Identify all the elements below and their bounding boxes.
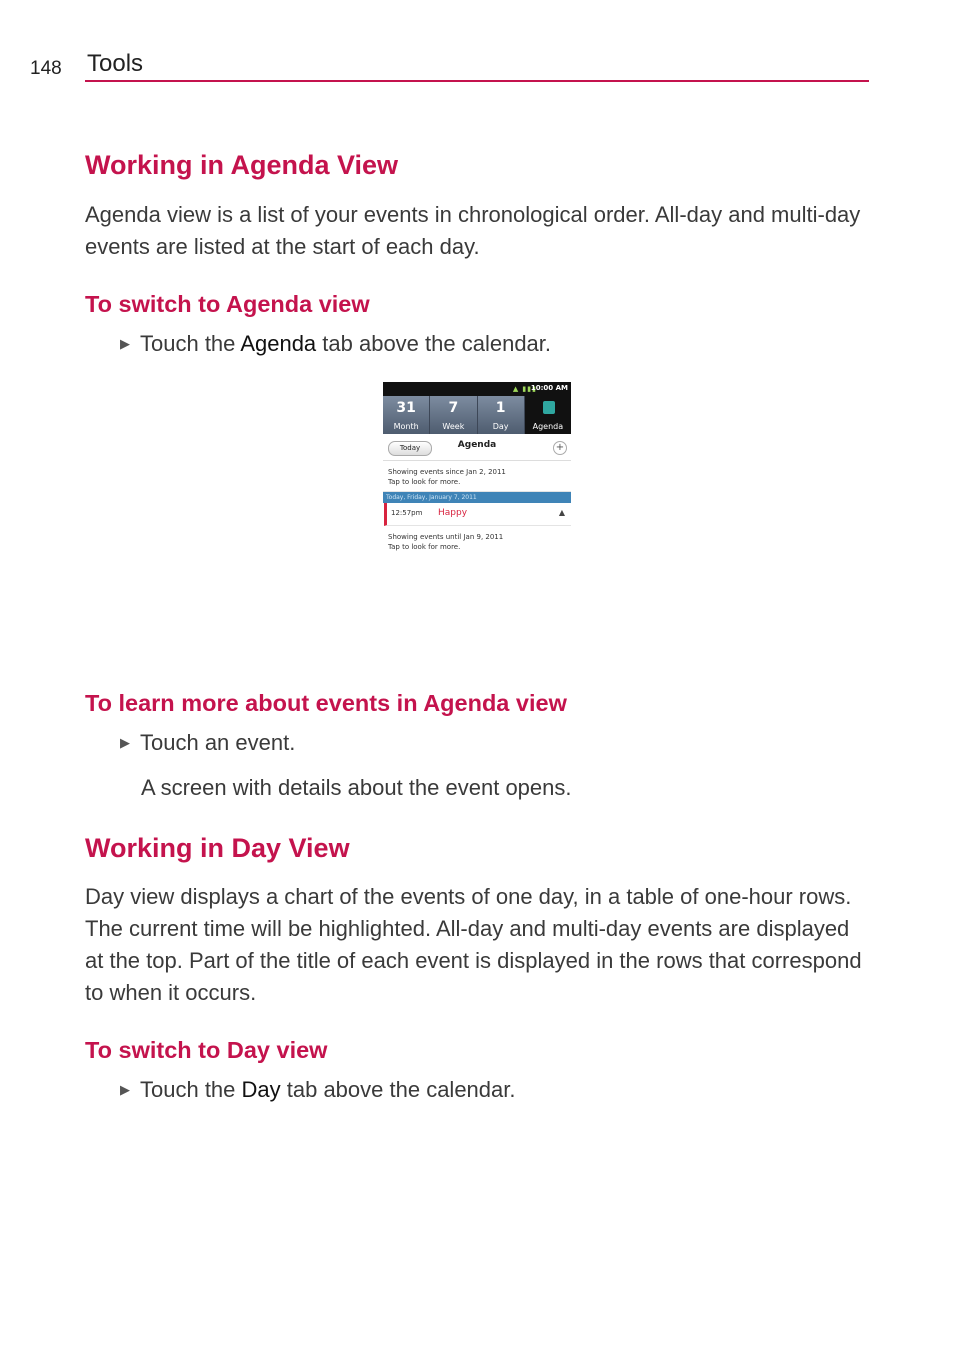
date-header: Today, Friday, January 7, 2011 — [383, 492, 571, 503]
learn-agenda-note: A screen with details about the event opens. — [141, 775, 572, 800]
agenda-tab-icon — [543, 401, 555, 414]
triangle-right-icon: ▶ — [120, 1082, 130, 1097]
tab-agenda-label: Agenda — [532, 422, 564, 431]
earlier-events-line2: Tap to look for more. — [388, 478, 461, 486]
calendar-tabbar — [383, 396, 571, 434]
tab-day-label: Day — [492, 422, 509, 431]
tab-agenda[interactable] — [525, 396, 571, 434]
bullet-text-em: Agenda — [240, 331, 317, 356]
triangle-right-icon: ▶ — [120, 735, 130, 750]
agenda-intro: Agenda view is a list of your events in chronological order. All-day and multi-day events are listed at the start of each day. — [85, 202, 861, 259]
day-heading: Working in Day View — [85, 833, 350, 863]
page-number: 148 — [30, 58, 62, 79]
tab-month-number: 31 — [396, 400, 416, 416]
bullet-text: Touch an event. — [140, 730, 296, 755]
switch-agenda-heading: To switch to Agenda view — [85, 291, 370, 317]
tab-day[interactable] — [478, 396, 525, 434]
tab-month[interactable] — [383, 396, 430, 434]
switch-day-heading: To switch to Day view — [85, 1037, 328, 1063]
agenda-title: Agenda — [457, 440, 497, 450]
status-bar — [383, 382, 571, 396]
section-label: Tools — [87, 50, 144, 77]
day-intro: Day view displays a chart of the events of one day, in a table of one-hour rows. The current time will be highlighted. All-day and multi-day events are displayed at the top. Part of the title of each event is displayed in the rows that correspond to when it occurs. — [85, 884, 862, 1005]
later-events-info[interactable] — [383, 526, 571, 552]
agenda-screenshot — [383, 382, 571, 567]
header-rule — [85, 80, 869, 82]
event-time: 12:57pm — [391, 509, 423, 517]
add-event-button[interactable]: + — [553, 441, 567, 455]
learn-agenda-bullet — [120, 730, 295, 756]
later-events-line1: Showing events until Jan 9, 2011 — [388, 533, 504, 541]
bullet-text-pre: Touch the — [140, 1077, 242, 1102]
tab-day-number: 1 — [495, 400, 506, 416]
today-button[interactable]: Today — [388, 441, 432, 456]
event-row[interactable] — [384, 503, 571, 526]
tab-week-number: 7 — [448, 400, 459, 416]
agenda-toolbar — [383, 434, 571, 461]
triangle-right-icon: ▶ — [120, 336, 130, 351]
switch-agenda-bullet — [120, 331, 551, 357]
bullet-text-pre: Touch the — [140, 331, 241, 356]
learn-agenda-heading: To learn more about events in Agenda view — [85, 690, 567, 716]
earlier-events-line1: Showing events since Jan 2, 2011 — [388, 468, 506, 476]
later-events-line2: Tap to look for more. — [388, 543, 461, 551]
tab-week[interactable] — [430, 396, 477, 434]
bullet-text-post: tab above the calendar. — [280, 1077, 516, 1102]
tab-week-label: Week — [442, 422, 465, 431]
switch-day-bullet — [120, 1077, 516, 1103]
earlier-events-info[interactable] — [383, 461, 571, 492]
bullet-text-post: tab above the calendar. — [316, 331, 552, 356]
agenda-heading: Working in Agenda View — [85, 150, 399, 180]
tab-month-label: Month — [393, 422, 419, 431]
bullet-text-em: Day — [241, 1077, 281, 1102]
event-title: Happy — [438, 508, 468, 518]
status-time: 10:00 AM — [530, 384, 568, 392]
signal-icon: ▲ ▮▮▮ — [512, 385, 537, 393]
bell-icon: ▲ — [558, 508, 565, 517]
